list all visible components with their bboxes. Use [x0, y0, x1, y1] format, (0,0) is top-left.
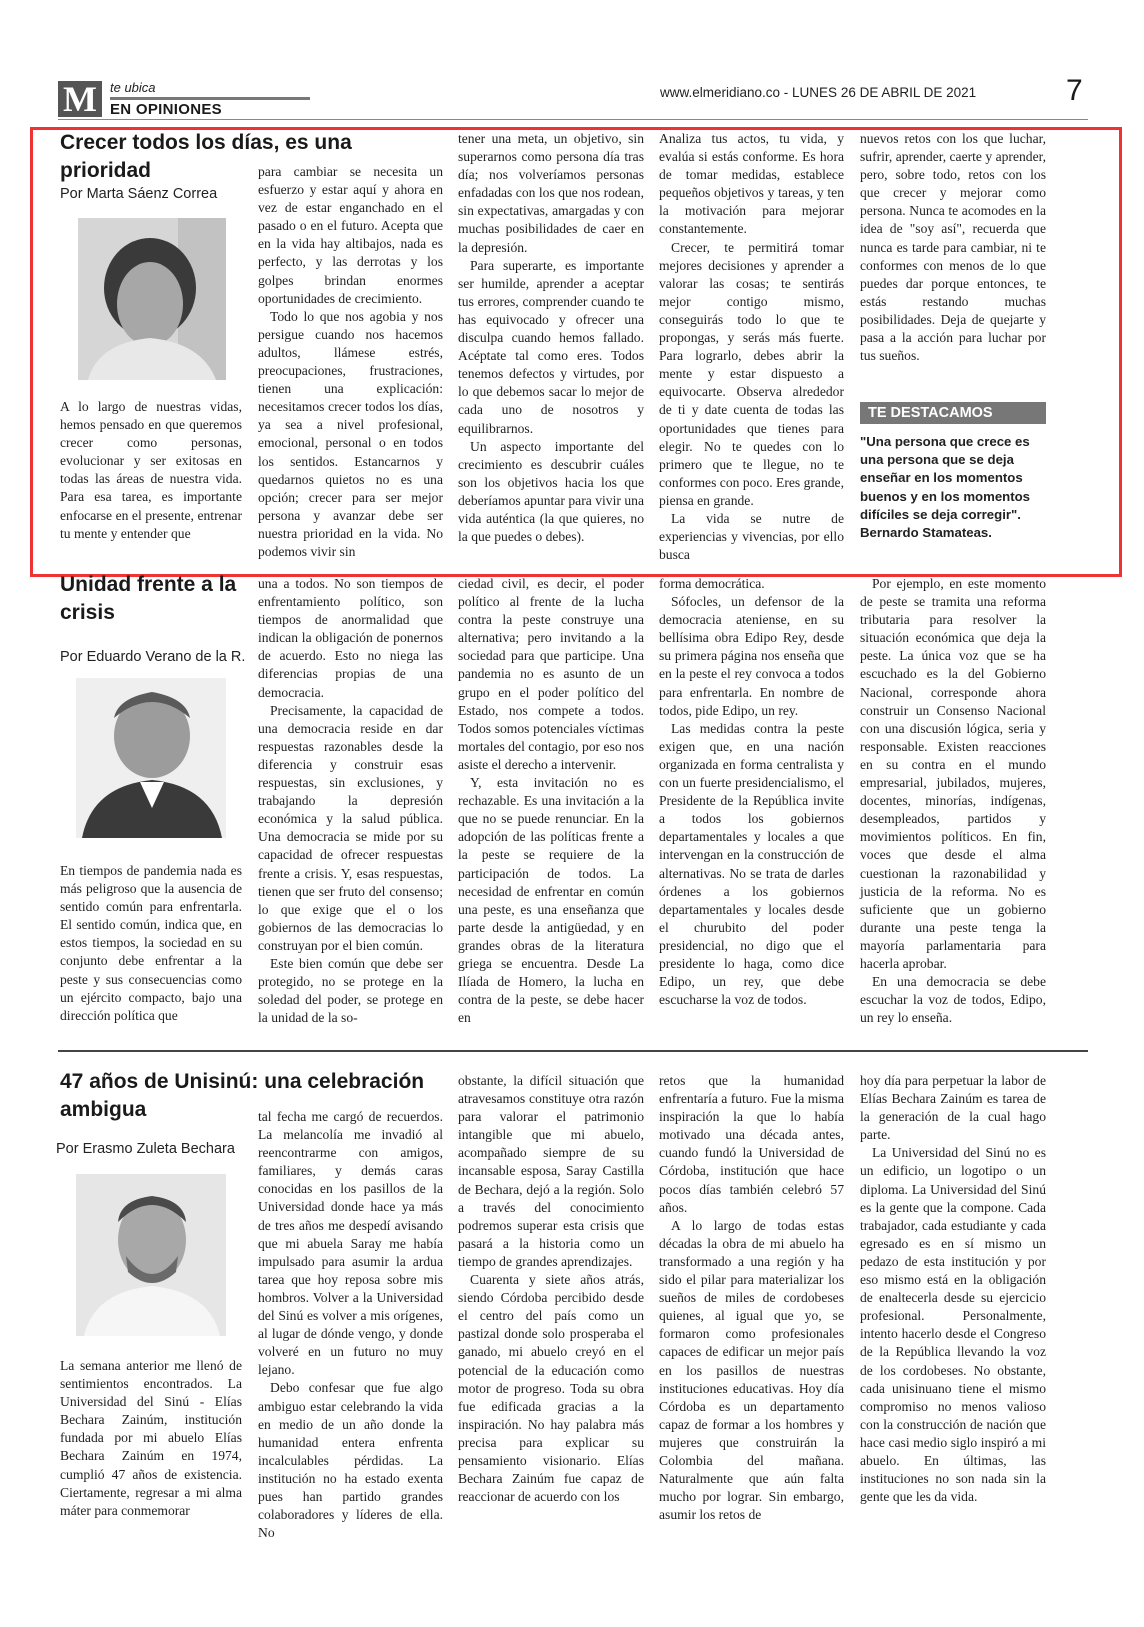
paragraph: tener una meta, un objetivo, sin superarnos como persona día tras día; nos volveríamos personas enfadadas con los que nos rodean, sin expectativas, amargadas y con muchas posibilidades de caer en la depresión. — [458, 131, 644, 255]
article1-headline: Crecer todos los días, es una prioridad — [60, 131, 352, 182]
paragraph: La vida se nutre de experiencias y vivencias, por ello busca — [659, 510, 844, 563]
paragraph: A lo largo de nuestras vidas, hemos pensado en que queremos crecer como personas, evolucionar y ser exitosas en todas las áreas de nuestra vida. Para esa tarea, es importante enfocarse en el presente, entrenar tu mente y entender que — [60, 399, 242, 541]
author-photo-marta — [78, 218, 226, 380]
article1-col2 — [258, 163, 443, 561]
paragraph: Analiza tus actos, tu vida, y evalúa si estás conforme. Es hora de tomar medidas, establece pequeños objetivos y tareas, y ten la motivación para mejorar constantemente. — [659, 131, 844, 237]
paragraph: Un aspecto importante del crecimiento es descubrir cuáles son los objetivos hacia los que deberíamos apuntar para vivir una vida auténtica (la que quieres, no la que puedes o debes). — [458, 438, 644, 545]
article1-col3 — [458, 130, 644, 546]
paragraph: Crecer, te permitirá tomar mejores decisiones y aprender a valorar las cosas; te sentirás mejor contigo mismo, conseguirás todo lo que te propongas, y serás más fuerte. Para lograrlo, debes abrir la mente y estar dispuesto a equivocarte. Observa alrededor de ti y date cuenta de todas las oportunidades que tienes para elegir. No te quedes con lo primero que te llegue, no te conformes con poco. Eres grande, piensa en grande. — [659, 239, 844, 508]
article1-byline: Por Marta Sáenz Correa — [60, 186, 218, 202]
section-tagline: te ubica — [110, 80, 156, 95]
article1-col4 — [659, 130, 844, 564]
article2-col3 — [458, 575, 644, 1027]
article3-col3 — [458, 1072, 644, 1506]
paragraph: Debo confesar que fue algo ambiguo estar celebrando la vida en medio de un año donde la humanidad entera enfrenta incalculables pérdidas. La institución no ha estado exenta pues han partido grandes colaboradores y líderes de ella. No — [258, 1380, 443, 1541]
tagline-rule — [110, 97, 310, 100]
paragraph: La semana anterior me llenó de sentimientos encontrados. La Universidad del Sinú - Elías Bechara Zainúm, institución fundada por mi abuelo Elías Bechara Zainúm en 1974, cumplió 47 años de existencia. Ciertamente, regresar a mi alma máter para conmemorar — [60, 1358, 242, 1518]
paragraph: ciedad civil, es decir, el poder político al frente de la lucha contra la peste construye una alternativa; pero invitando a la sociedad para que participe. Una pandemia no es asunto de un grupo en el poder político del Estado, nos compete a todos. Todos somos potenciales víctimas mortales del contagio, por eso nos asiste el derecho a intervenir. — [458, 576, 644, 772]
pull-quote: "Una persona que crece es una persona que se deja enseñar en los momentos buenos y en los momentos difíciles se deja corregir". Bernardo Stamateas. — [860, 434, 1031, 541]
article2-byline: Por Eduardo Verano de la R. — [60, 649, 246, 665]
section-divider — [58, 1050, 1088, 1052]
article3-headline: 47 años de Unisinú: una celebración ambigua — [60, 1070, 425, 1121]
quote-heading: TE DESTACAMOS — [860, 402, 1046, 424]
page-number: 7 — [1066, 74, 1083, 107]
author-photo-erasmo — [76, 1174, 226, 1336]
paragraph: retos que la humanidad enfrentaría a futuro. Fue la misma inspiración la que lo había motivado una década antes, cuando fundó la Universidad de Córdoba, institución que hace pocos días también celebró 57 años. — [659, 1073, 844, 1215]
article3-byline: Por Erasmo Zuleta Bechara — [56, 1141, 235, 1157]
paragraph: Para superarte, es importante ser humilde, aprender a aceptar tus errores, comprender cuando te has equivocado y ofrecer una disculpa cuando hemos fallado. Acéptate tal como eres. Todos tenemos defectos y virtudes, por lo que debemos sacar lo mejor de cada uno de nosotros y equilibrarnos. — [458, 257, 644, 436]
article1-col5 — [860, 130, 1046, 365]
article2-col4 — [659, 575, 844, 1009]
article3-col4 — [659, 1072, 844, 1524]
author-photo-eduardo — [76, 678, 226, 838]
paragraph: obstante, la difícil situación que atravesamos constituye otra razón para valorar el patrimonio intangible que mi abuelo, acompañado siempre de su incansable esposa, Saray Castilla de Bechara, dejó a la región. Solo a través del conocimiento podremos superar esta crisis que pasará a la historia como un tiempo de grandes aprendizajes. — [458, 1073, 644, 1269]
newspaper-logo: M — [58, 81, 102, 117]
paragraph: Las medidas contra la peste exigen que, en una nación organizada en forma centralista y con un fuerte presidencialismo, el Presidente de la República invite a todos los gobiernos departamentales y locales a que intervengan en la construcción de alternativas. No se trata de darles órdenes a los gobiernos departamentales y locales desde el churubito del poder presidencial, no digo que el presidente lo haga, como dice Edipo, un rey, que debe escucharse la voz de todos. — [659, 720, 844, 1008]
paragraph: para cambiar se necesita un esfuerzo y estar aquí y ahora en vez de estar enganchado en el pasado o en el futuro. Acepta que en la vida hay altibajos, nada es perfecto, y las derrotas y los golpes brindan enormes oportunidades de crecimiento. — [258, 164, 443, 306]
header-rule — [58, 119, 1088, 120]
article3-col2 — [258, 1108, 443, 1542]
paragraph: A lo largo de todas estas décadas la obra de mi abuelo ha transformado a una región y ha sido el pilar para materializar los sueños de miles de cordobeses quienes, al igual que yo, se formaron como profesionales capaces de edificar un mejor país en los pasillos de nuestras instituciones educativas. Hoy día Córdoba es un departamento capaz de formar a los hombres y mujeres que construirán la Colombia del mañana. Naturalmente que aún falta mucho por lograr. Sin embargo, asumir los retos de — [659, 1217, 844, 1523]
paragraph: forma democrática. — [659, 576, 765, 591]
paragraph: tal fecha me cargó de recuerdos. La melancolía me invadió al reencontrarme con amigos, familiares, y demás caras conocidas en los pasillos de la Universidad donde hace ya más de tres años me despedí avisando que mi abuela Saray me había impulsado para asumir la ardua tarea que hoy reposa sobre mis hombros. Volver a la Universidad del Sinú es volver a mis orígenes, al lugar de dónde vengo, y donde volveré en un futuro no muy lejano. — [258, 1109, 443, 1378]
paragraph: Por ejemplo, en este momento de peste se tramita una reforma tributaria para resolver la situación económica que deja la peste. La única voz que se ha escuchado es la del Gobierno Nacional, corresponde ahora construir un Consenso Nacional con una discusión lógica, seria y responsable. Existen reacciones en su contra en el mundo empresarial, jubilados, mujeres, docentes, minorías, indígenas, desempleados, partidos y movimientos políticos. En fin, voces que desde el alma cuestionan la razonabilidad y justicia de la reforma. No es suficiente que un gobierno durante una peste tenga la mayoría parlamentaria para hacerla aprobar. — [860, 576, 1046, 971]
article3-col5 — [860, 1072, 1046, 1506]
dateline: www.elmeridiano.co - LUNES 26 DE ABRIL DE 2021 — [660, 85, 977, 100]
article2-headline: Unidad frente a la crisis — [60, 573, 237, 624]
article2-col5 — [860, 575, 1046, 1027]
paragraph: hoy día para perpetuar la labor de Elías Bechara Zainúm es tarea de la generación de la cual hago parte. — [860, 1073, 1046, 1143]
paragraph: Sófocles, un defensor de la democracia ateniense, en su bellísima obra Edipo Rey, desde su primera página nos enseña que en la peste el rey convoca a todos para enfrentarla. En nombre de todos, pide Edipo, un rey. — [659, 594, 844, 718]
paragraph: Precisamente, la capacidad de una democracia reside en dar respuestas razonables desde la diferencia y construir esas respuestas, sin exclusiones, y trabajando la depresión económica y la salud pública. Una democracia se mide por su capacidad de ofrecer respuestas frente a crisis. Y, esas respuestas, tienen que ser fruto del consenso; lo que exige que el o los gobiernos de las democracias lo construyan por el bien común. — [258, 702, 443, 953]
paragraph: En tiempos de pandemia nada es más peligroso que la ausencia de sentido común para enfrentarla. El sentido común, indica que, en estos tiempos, la sociedad en su conjunto debe enfrentar a la peste y sus consecuencias como un ejército compacto, bajo una dirección política que — [60, 863, 242, 1023]
article2-col1 — [60, 862, 242, 1025]
article2-col2 — [258, 575, 443, 1027]
paragraph: Y, esta invitación no es rechazable. Es una invitación a la que no se puede renunciar. En la adopción de las políticas frente a la peste se requiere de la participación de todos. La necesidad de enfrentar en común una peste, es una enseñanza que parte desde la antigüedad, y en grandes obras de la literatura griega se encuentra. Desde La Ilíada de Homero, la lucha en contra de la peste, se debe hacer en — [458, 775, 644, 1026]
paragraph: una a todos. No son tiempos de enfrentamiento político, son tiempos de anormalidad que indican la obligación de ponernos de acuerdo. Esto no niega las diferencias propias de una democracia. — [258, 576, 443, 700]
paragraph: Cuarenta y siete años atrás, siendo Córdoba percibido desde el centro del país como un pastizal donde solo prosperaba el ganado, mi abuelo creyó en el potencial de la educación como motor de progreso. Toda su obra fue edificada gracias a la inspiración. No hay palabra más precisa para explicar su pensamiento visionario. Elías Bechara Zainúm fue capaz de reaccionar de acuerdo con los — [458, 1272, 644, 1505]
paragraph: Este bien común que debe ser protegido, no se protege en la soledad del poder, se protege en la unidad de la so- — [258, 955, 443, 1026]
paragraph: La Universidad del Sinú no es un edificio, un logotipo o un diploma. La Universidad del Sinú es la gente que la compone. Cada trabajador, cada estudiante y cada egresado es en sí mismo un pedazo de esta institución y por eso mismo está en la obligación de enaltecerla desde su ejercicio profesional. Personalmente, intento hacerlo desde el Congreso de la República llevando la voz de los cordobeses. No obstante, cada unisinuano tiene el mismo compromiso no menos valioso con la construcción de nación que hace casi medio siglo inspiró a mi abuelo. En últimas, las instituciones no son nada sin la gente que les da vida. — [860, 1145, 1046, 1505]
article1-col1 — [60, 398, 242, 543]
section-title: EN OPINIONES — [110, 101, 222, 118]
paragraph: nuevos retos con los que luchar, sufrir, aprender, caerte y aprender, pero, sobre todo, retos con los que crecer y mejorar como persona. Nunca te acomodes en la idea de "soy así", recuerda que nunca es tarde para cambiar, ni te conformes con menos de lo que puedes dar porque entonces, te estás restando muchas posibilidades. Deja de quejarte y pasa a la acción para luchar por tus sueños. — [860, 131, 1046, 364]
article3-col1 — [60, 1357, 242, 1520]
paragraph: Todo lo que nos agobia y nos persigue cuando nos hacemos adultos, llámese estrés, preocupaciones, frustraciones, tienen una explicación: necesitamos crecer todos los días, ya sea a nivel profesional, emocional, personal o en todos los sentidos. Estancarnos y quedarnos quietos no es una opción; crecer para ser mejor persona y avanzar debe ser nuestra prioridad en la vida. No podemos vivir sin — [258, 308, 443, 559]
paragraph: En una democracia se debe escuchar la voz de todos, Edipo, un rey lo enseña. — [860, 974, 1046, 1026]
